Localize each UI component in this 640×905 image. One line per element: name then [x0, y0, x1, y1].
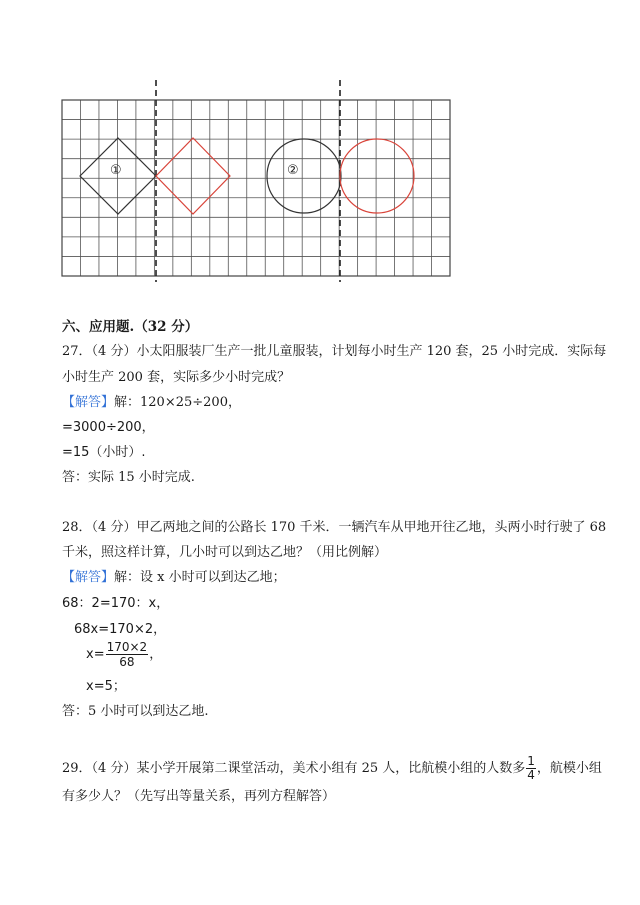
grid-border [62, 100, 450, 276]
q27-step1: 解：120×25÷200， [114, 395, 241, 410]
answer-tag: 【解答】 [62, 570, 115, 585]
section-points: （32 分） [134, 319, 199, 335]
q29-line1-suffix: ，航模小组 [536, 761, 602, 776]
q29-line2: 有多少人？（先写出等量关系，再列方程解答） [62, 789, 336, 804]
q28-step1: 解：设 x 小时可以到达乙地； [114, 570, 286, 585]
q28-step3: 68x=170×2， [74, 622, 167, 637]
q28-fraction [106, 640, 149, 669]
q27-line1: 27．（4 分）小太阳服装厂生产一批儿童服装，计划每小时生产 120 套，25 小时完成．实际每 [62, 344, 607, 359]
grid-lines [62, 100, 450, 276]
q28-answer [62, 569, 286, 587]
square-shape-red [156, 138, 230, 214]
q28-step4-prefix: x= [86, 647, 105, 662]
q28-step4 [86, 640, 162, 670]
grid-figure [0, 0, 640, 300]
q28-line1: 28．（4 分）甲乙两地之间的公路长 170 千米．一辆汽车从甲地开往乙地，头两小时行驶了 68 [62, 520, 607, 535]
q27-answer [62, 394, 241, 412]
q28-line2: 千米，照这样计算，几小时可以到达乙地？（用比例解） [62, 545, 388, 560]
q28-final: 答：5 小时可以到达乙地. [62, 704, 209, 719]
q27-line2: 小时生产 200 套，实际多少小时完成？ [62, 370, 291, 385]
answer-tag: 【解答】 [62, 395, 115, 410]
q27-final: 答：实际 15 小时完成. [62, 470, 195, 485]
section-title-text: 六、应用题. [62, 319, 135, 335]
q29-fraction-denominator: 4 [527, 768, 535, 782]
shape-label-2: ② [287, 163, 299, 178]
circle-shape-red [340, 139, 414, 213]
q29-fraction-numerator: 1 [527, 754, 535, 768]
q28-fraction-numerator: 170×2 [106, 640, 148, 654]
q28-step5: x=5； [86, 679, 126, 694]
q27-step3: =15（小时）. [62, 445, 146, 460]
q28-step2: 68：2=170：x， [62, 596, 170, 611]
q29-fraction [526, 755, 536, 782]
q27-step2: =3000÷200， [62, 420, 155, 435]
circle-shape-2 [267, 139, 341, 213]
shape-label-1: ① [110, 163, 122, 178]
q29-line1-prefix: 29．（4 分）某小学开展第二课堂活动，美术小组有 25 人，比航模小组的人数多 [62, 761, 526, 776]
q29-line1 [62, 752, 602, 786]
q28-step4-suffix: ， [149, 647, 163, 662]
q28-fraction-denominator: 68 [119, 655, 135, 669]
section-title [62, 318, 198, 336]
